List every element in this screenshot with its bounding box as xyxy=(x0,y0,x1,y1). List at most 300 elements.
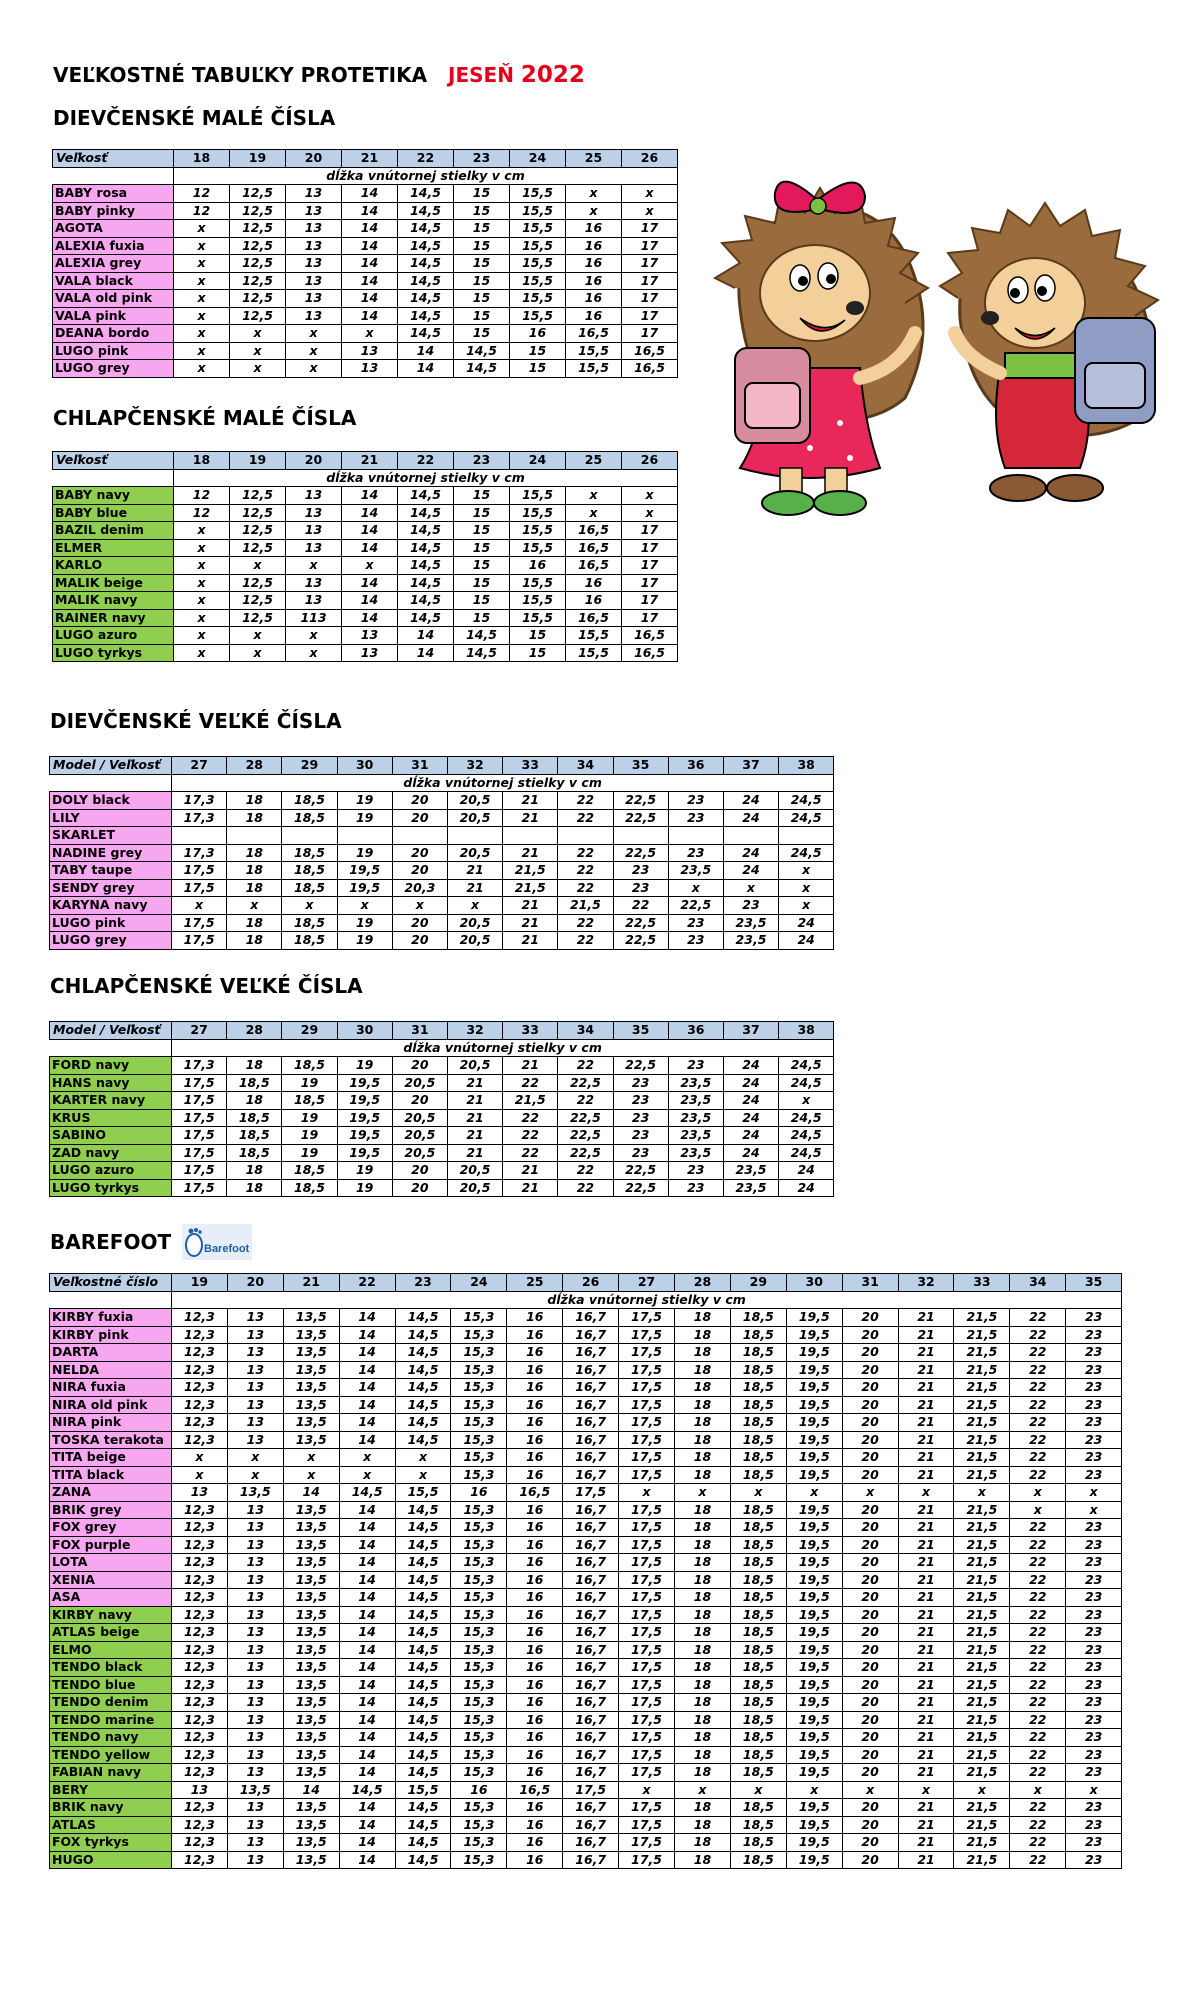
insole-length-cell: 13 xyxy=(286,237,342,255)
table-row xyxy=(50,1711,1122,1729)
insole-length-cell: 14 xyxy=(339,1694,395,1712)
insole-length-cell: 17,5 xyxy=(619,1466,675,1484)
insole-length-cell: 13 xyxy=(227,1344,283,1362)
insole-length-cell: 17,5 xyxy=(619,1501,675,1519)
insole-length-cell: 21 xyxy=(503,1057,558,1075)
insole-length-cell: 18 xyxy=(675,1309,731,1327)
insole-length-cell xyxy=(558,827,613,845)
insole-length-cell: x xyxy=(286,342,342,360)
insole-length-cell: 13,5 xyxy=(283,1834,339,1852)
table-row xyxy=(53,522,678,540)
insole-length-cell xyxy=(392,827,447,845)
insole-length-cell: 22 xyxy=(1010,1676,1066,1694)
insole-length-cell: 16,7 xyxy=(563,1799,619,1817)
insole-length-cell: 21 xyxy=(447,1074,502,1092)
model-name: BABY navy xyxy=(53,487,174,505)
insole-length-cell: 15,3 xyxy=(451,1589,507,1607)
insole-length-cell: 21,5 xyxy=(954,1799,1010,1817)
insole-length-cell: 17,5 xyxy=(619,1711,675,1729)
insole-length-cell: 23,5 xyxy=(723,932,778,950)
insole-length-cell: x xyxy=(174,574,230,592)
table-row xyxy=(50,1092,834,1110)
table-row xyxy=(53,255,678,273)
insole-length-cell: 15,5 xyxy=(510,307,566,325)
insole-length-cell: 19,5 xyxy=(337,1109,392,1127)
insole-length-cell: 22 xyxy=(1010,1624,1066,1642)
insole-length-cell: 22,5 xyxy=(613,792,668,810)
model-name: LUGO grey xyxy=(50,932,172,950)
insole-length-cell: 17 xyxy=(622,237,678,255)
insole-length-cell: 13 xyxy=(227,1694,283,1712)
table-row xyxy=(50,1074,834,1092)
insole-length-cell: 18 xyxy=(675,1396,731,1414)
insole-length-cell: 14,5 xyxy=(395,1396,451,1414)
insole-length-cell: 14,5 xyxy=(454,360,510,378)
size-header: 23 xyxy=(395,1274,451,1292)
insole-length-cell: 12,5 xyxy=(230,255,286,273)
page-title-main: VEĽKOSTNÉ TABUĽKY PROTETIKA xyxy=(53,63,428,87)
table-row xyxy=(50,1396,1122,1414)
insole-length-cell: 23 xyxy=(668,792,723,810)
insole-length-cell: 14,5 xyxy=(395,1571,451,1589)
insole-length-cell: 12,3 xyxy=(172,1396,228,1414)
insole-length-cell: 16 xyxy=(507,1361,563,1379)
insole-length-cell: 15,5 xyxy=(510,487,566,505)
table-row xyxy=(50,1179,834,1197)
insole-length-cell: 17,5 xyxy=(172,914,227,932)
insole-length-cell: 16,7 xyxy=(563,1624,619,1642)
insole-length-cell: 15 xyxy=(454,539,510,557)
insole-length-cell: 15 xyxy=(454,557,510,575)
table-row xyxy=(50,897,834,915)
insole-length-cell: x xyxy=(619,1484,675,1502)
insole-length-cell: 16 xyxy=(507,1449,563,1467)
insole-length-cell: 14 xyxy=(339,1396,395,1414)
size-header: 34 xyxy=(558,1022,613,1040)
insole-length-cell: x xyxy=(174,627,230,645)
insole-length-cell: 15 xyxy=(454,290,510,308)
insole-length-cell: 15,3 xyxy=(451,1659,507,1677)
insole-length-cell: 13 xyxy=(286,185,342,203)
section-title-barefoot: BAREFOOT xyxy=(50,1230,172,1254)
insole-length-cell xyxy=(447,827,502,845)
model-name: VALA pink xyxy=(53,307,174,325)
section-title-girls-small: DIEVČENSKÉ MALÉ ČÍSLA xyxy=(53,106,336,130)
insole-length-cell: 23 xyxy=(613,1127,668,1145)
insole-length-cell: x xyxy=(174,325,230,343)
insole-length-cell: 21 xyxy=(447,879,502,897)
insole-length-cell: 16,7 xyxy=(563,1816,619,1834)
insole-length-cell: 18,5 xyxy=(282,862,337,880)
insole-length-cell: 14 xyxy=(342,539,398,557)
size-header: 19 xyxy=(172,1274,228,1292)
insole-length-cell: 22,5 xyxy=(558,1074,613,1092)
insole-length-cell: 15 xyxy=(454,487,510,505)
insole-length-cell: 12,5 xyxy=(230,290,286,308)
insole-length-cell: 16 xyxy=(566,307,622,325)
insole-length-cell: 18 xyxy=(675,1466,731,1484)
insole-length-cell: 13 xyxy=(227,1676,283,1694)
insole-length-cell: 18 xyxy=(227,862,282,880)
insole-length-cell: 23,5 xyxy=(723,914,778,932)
size-header: 33 xyxy=(503,1022,558,1040)
insole-length-cell: 13 xyxy=(286,220,342,238)
insole-length-cell: 22 xyxy=(558,932,613,950)
insole-length-cell: 22 xyxy=(558,1092,613,1110)
insole-length-cell: x xyxy=(779,879,834,897)
insole-length-cell: 17,5 xyxy=(619,1659,675,1677)
insole-length-cell: 20 xyxy=(842,1746,898,1764)
insole-length-cell: 20 xyxy=(842,1414,898,1432)
insole-length-cell: 19,5 xyxy=(786,1501,842,1519)
insole-length-cell: x xyxy=(786,1484,842,1502)
insole-length-cell: 14 xyxy=(339,1799,395,1817)
insole-length-cell: 16 xyxy=(451,1484,507,1502)
insole-length-cell: 17 xyxy=(622,609,678,627)
insole-length-cell: 16,7 xyxy=(563,1379,619,1397)
insole-length-cell: 14,5 xyxy=(395,1379,451,1397)
model-name: ALEXIA fuxia xyxy=(53,237,174,255)
insole-length-cell: 16 xyxy=(507,1536,563,1554)
insole-length-cell: 22 xyxy=(1010,1764,1066,1782)
insole-length-cell: 14 xyxy=(398,627,454,645)
insole-length-cell: 17,5 xyxy=(619,1729,675,1747)
size-header: 21 xyxy=(283,1274,339,1292)
insole-length-cell: 16 xyxy=(507,1466,563,1484)
insole-length-cell: 13,5 xyxy=(283,1764,339,1782)
insole-length-cell: x xyxy=(1066,1484,1122,1502)
insole-length-cell: 15,5 xyxy=(566,360,622,378)
insole-length-cell: 19,5 xyxy=(786,1624,842,1642)
insole-length-cell: 24 xyxy=(723,1109,778,1127)
insole-length-cell: 13,5 xyxy=(283,1344,339,1362)
insole-length-cell: 14 xyxy=(339,1624,395,1642)
insole-length-cell: 12,5 xyxy=(230,272,286,290)
insole-length-cell: 15,3 xyxy=(451,1694,507,1712)
insole-length-cell: 20 xyxy=(842,1396,898,1414)
insole-length-cell: x xyxy=(723,879,778,897)
insole-length-cell: 20 xyxy=(842,1571,898,1589)
insole-length-cell: 23 xyxy=(1066,1764,1122,1782)
table-row xyxy=(53,504,678,522)
insole-length-cell: 14,5 xyxy=(395,1729,451,1747)
insole-length-cell: 20 xyxy=(842,1624,898,1642)
insole-length-cell: 14,5 xyxy=(398,237,454,255)
model-name: TENDO yellow xyxy=(50,1746,172,1764)
insole-length-cell: 16,7 xyxy=(563,1309,619,1327)
table-row xyxy=(53,220,678,238)
insole-length-cell: 13 xyxy=(172,1781,228,1799)
insole-length-cell: x xyxy=(227,897,282,915)
table-row xyxy=(50,1694,1122,1712)
insole-length-cell: 19,5 xyxy=(786,1659,842,1677)
insole-length-cell: 23 xyxy=(613,1144,668,1162)
model-name: ZAD navy xyxy=(50,1144,172,1162)
size-header: 34 xyxy=(1010,1274,1066,1292)
size-header: 29 xyxy=(730,1274,786,1292)
insole-length-cell: 20 xyxy=(842,1379,898,1397)
insole-length-cell: 23 xyxy=(1066,1676,1122,1694)
insole-length-cell: 23 xyxy=(1066,1344,1122,1362)
insole-length-cell: 16 xyxy=(566,592,622,610)
insole-length-cell: 16 xyxy=(566,255,622,273)
insole-length-cell: 18 xyxy=(675,1694,731,1712)
insole-length-cell: 14,5 xyxy=(395,1344,451,1362)
insole-length-cell: 14,5 xyxy=(395,1711,451,1729)
size-header: 18 xyxy=(174,452,230,470)
table-row xyxy=(50,932,834,950)
insole-length-cell: 14,5 xyxy=(395,1676,451,1694)
insole-length-cell: 17,5 xyxy=(619,1571,675,1589)
insole-length-cell: 13 xyxy=(227,1729,283,1747)
insole-length-cell: 18,5 xyxy=(282,932,337,950)
insole-length-cell: 12,3 xyxy=(172,1641,228,1659)
insole-length-cell: 19,5 xyxy=(786,1431,842,1449)
model-name: NIRA fuxia xyxy=(50,1379,172,1397)
insole-length-cell: x xyxy=(172,1466,228,1484)
table-subheader-row xyxy=(50,1039,834,1057)
model-name: NIRA old pink xyxy=(50,1396,172,1414)
insole-length-cell: x xyxy=(447,897,502,915)
size-header: 28 xyxy=(675,1274,731,1292)
insole-length-cell: 18,5 xyxy=(730,1816,786,1834)
insole-length-cell: 20 xyxy=(842,1659,898,1677)
insole-length-cell: 14,5 xyxy=(398,185,454,203)
insole-length-cell: 21 xyxy=(503,809,558,827)
insole-length-cell: 18,5 xyxy=(730,1851,786,1869)
insole-length-cell: 14 xyxy=(339,1729,395,1747)
insole-length-cell: 24,5 xyxy=(779,844,834,862)
table-row xyxy=(50,1764,1122,1782)
insole-length-cell: 13,5 xyxy=(283,1519,339,1537)
insole-length-cell: 14 xyxy=(339,1361,395,1379)
table-subheader-row xyxy=(53,469,678,487)
insole-length-cell: 18,5 xyxy=(282,879,337,897)
insole-length-cell: 21 xyxy=(898,1431,954,1449)
insole-length-cell: 13 xyxy=(227,1589,283,1607)
insole-length-cell: 19 xyxy=(337,792,392,810)
model-name: BABY rosa xyxy=(53,185,174,203)
insole-length-cell: 19,5 xyxy=(786,1414,842,1432)
insole-length-cell: 13,5 xyxy=(283,1729,339,1747)
insole-length-cell: 16,5 xyxy=(622,644,678,662)
insole-length-cell: 14,5 xyxy=(395,1834,451,1852)
insole-length-cell: 14 xyxy=(339,1536,395,1554)
insole-length-cell: 18,5 xyxy=(730,1571,786,1589)
insole-length-cell: 16,7 xyxy=(563,1729,619,1747)
insole-length-cell: 15 xyxy=(454,574,510,592)
insole-length-cell: 22 xyxy=(1010,1589,1066,1607)
insole-length-cell: 21 xyxy=(447,862,502,880)
insole-length-cell: 18 xyxy=(675,1851,731,1869)
insole-length-cell: 12,5 xyxy=(230,504,286,522)
table-row xyxy=(50,1109,834,1127)
insole-length-cell: 19 xyxy=(282,1144,337,1162)
insole-length-cell: 15,5 xyxy=(510,522,566,540)
insole-length-cell: 14,5 xyxy=(398,539,454,557)
insole-length-cell: 12,3 xyxy=(172,1764,228,1782)
insole-length-cell: 18 xyxy=(675,1834,731,1852)
insole-length-cell: 15,5 xyxy=(566,644,622,662)
insole-length-cell: 19,5 xyxy=(786,1764,842,1782)
size-table-1 xyxy=(52,451,678,662)
insole-length-cell: x xyxy=(668,879,723,897)
model-name: ATLAS beige xyxy=(50,1624,172,1642)
insole-length-cell: 24 xyxy=(723,1127,778,1145)
table-subheader-row xyxy=(53,167,678,185)
insole-length-cell: 19,5 xyxy=(337,1144,392,1162)
insole-length-cell: 17,5 xyxy=(619,1746,675,1764)
insole-length-cell: x xyxy=(230,360,286,378)
model-name: HANS navy xyxy=(50,1074,172,1092)
table-row xyxy=(50,1816,1122,1834)
insole-length-cell: 22 xyxy=(1010,1554,1066,1572)
insole-length-cell: 23 xyxy=(1066,1851,1122,1869)
insole-length-cell: 13,5 xyxy=(283,1659,339,1677)
insole-length-cell: 14 xyxy=(398,644,454,662)
insole-length-cell: 19 xyxy=(282,1074,337,1092)
model-name: LOTA xyxy=(50,1554,172,1572)
insole-length-cell: 13 xyxy=(227,1641,283,1659)
insole-length-cell: 19,5 xyxy=(337,1127,392,1145)
insole-length-cell: 12,5 xyxy=(230,609,286,627)
size-header: 35 xyxy=(613,1022,668,1040)
size-header: 20 xyxy=(227,1274,283,1292)
insole-length-cell: 16,7 xyxy=(563,1536,619,1554)
insole-length-cell: 16,7 xyxy=(563,1519,619,1537)
insole-length-cell: 13 xyxy=(227,1519,283,1537)
insole-length-cell: x xyxy=(230,627,286,645)
insole-length-cell: 13,5 xyxy=(283,1571,339,1589)
table-row xyxy=(50,1127,834,1145)
table-row xyxy=(53,644,678,662)
insole-length-cell: 22,5 xyxy=(558,1144,613,1162)
insole-length-cell: 23 xyxy=(1066,1414,1122,1432)
insole-length-cell: 16 xyxy=(507,1834,563,1852)
insole-length-cell: 22 xyxy=(558,844,613,862)
insole-length-cell: 17 xyxy=(622,307,678,325)
insole-length-cell: x xyxy=(174,609,230,627)
model-name: TABY taupe xyxy=(50,862,172,880)
insole-length-cell: 18,5 xyxy=(730,1326,786,1344)
insole-length-cell: 13,5 xyxy=(283,1624,339,1642)
insole-length-cell: x xyxy=(898,1781,954,1799)
insole-length-cell xyxy=(282,827,337,845)
model-name: TITA black xyxy=(50,1466,172,1484)
insole-length-cell: 20 xyxy=(842,1536,898,1554)
size-header: 37 xyxy=(723,1022,778,1040)
insole-length-cell: 17 xyxy=(622,557,678,575)
insole-length-cell: 15,3 xyxy=(451,1554,507,1572)
insole-length-cell: 14 xyxy=(339,1676,395,1694)
insole-length-cell: 19,5 xyxy=(786,1851,842,1869)
insole-length-cell: 16,5 xyxy=(566,609,622,627)
insole-length-cell: 20 xyxy=(842,1501,898,1519)
insole-length-cell: 22,5 xyxy=(613,1162,668,1180)
insole-length-cell: 15,3 xyxy=(451,1326,507,1344)
insole-length-cell: 20,5 xyxy=(447,809,502,827)
insole-length-cell: x xyxy=(1066,1781,1122,1799)
insole-length-cell: 14 xyxy=(342,574,398,592)
insole-length-cell: 14,5 xyxy=(395,1659,451,1677)
insole-length-cell: x xyxy=(286,627,342,645)
table-header-row xyxy=(53,452,678,470)
insole-length-cell: 12,3 xyxy=(172,1571,228,1589)
insole-length-cell: 12,5 xyxy=(230,220,286,238)
insole-length-cell: 15,3 xyxy=(451,1676,507,1694)
insole-length-cell: 17,5 xyxy=(172,1092,227,1110)
insole-length-cell: x xyxy=(1010,1484,1066,1502)
insole-length-cell: 20,5 xyxy=(392,1109,447,1127)
insole-length-cell: 20,5 xyxy=(447,792,502,810)
table-row xyxy=(50,1659,1122,1677)
model-name: DARTA xyxy=(50,1344,172,1362)
insole-length-cell: 15 xyxy=(454,272,510,290)
size-header: 30 xyxy=(337,757,392,775)
size-header: 29 xyxy=(282,757,337,775)
insole-length-cell: x xyxy=(392,897,447,915)
section-title-boys-small: CHLAPČENSKÉ MALÉ ČÍSLA xyxy=(53,406,357,430)
subheader-blank xyxy=(50,774,172,792)
insole-length-cell: 18 xyxy=(227,844,282,862)
insole-length-cell: 17,5 xyxy=(619,1834,675,1852)
insole-length-cell: 23 xyxy=(1066,1834,1122,1852)
insole-length-cell: 14 xyxy=(342,592,398,610)
table-row xyxy=(50,1431,1122,1449)
table-row xyxy=(50,1729,1122,1747)
insole-length-cell: 18 xyxy=(675,1519,731,1537)
insole-length-cell: 16,7 xyxy=(563,1694,619,1712)
insole-length-cell: 24,5 xyxy=(779,1109,834,1127)
insole-length-cell: 13 xyxy=(227,1554,283,1572)
insole-length-cell: 14,5 xyxy=(395,1501,451,1519)
insole-length-cell: 23 xyxy=(1066,1624,1122,1642)
insole-length-cell: 13,5 xyxy=(227,1484,283,1502)
insole-length-cell: 18,5 xyxy=(730,1379,786,1397)
insole-length-cell: 16,7 xyxy=(563,1834,619,1852)
insole-length-cell: 24,5 xyxy=(779,792,834,810)
insole-length-cell: x xyxy=(174,255,230,273)
insole-length-cell: 20 xyxy=(842,1554,898,1572)
insole-length-cell: 17,5 xyxy=(619,1799,675,1817)
insole-length-cell: 22 xyxy=(1010,1659,1066,1677)
insole-length-cell: 23,5 xyxy=(723,1179,778,1197)
insole-length-cell: 15,3 xyxy=(451,1799,507,1817)
insole-length-cell: 20 xyxy=(842,1431,898,1449)
model-name: ATLAS xyxy=(50,1816,172,1834)
insole-length-cell: 15,3 xyxy=(451,1711,507,1729)
insole-length-cell: x xyxy=(395,1449,451,1467)
insole-length-cell: 23 xyxy=(1066,1816,1122,1834)
insole-length-cell: 16 xyxy=(451,1781,507,1799)
insole-length-cell: 15 xyxy=(510,360,566,378)
insole-length-cell: 14,5 xyxy=(395,1851,451,1869)
insole-length-cell: 20,5 xyxy=(392,1127,447,1145)
insole-length-cell: 21 xyxy=(898,1501,954,1519)
table-row xyxy=(53,627,678,645)
insole-length-cell: 13,5 xyxy=(283,1851,339,1869)
insole-length-cell: 19,5 xyxy=(786,1676,842,1694)
insole-length-cell: 15,5 xyxy=(510,255,566,273)
insole-length-cell: 17,5 xyxy=(619,1851,675,1869)
insole-length-cell: 18,5 xyxy=(730,1606,786,1624)
insole-length-cell: 15,3 xyxy=(451,1641,507,1659)
insole-length-cell: 20 xyxy=(842,1676,898,1694)
insole-length-cell: 14,5 xyxy=(398,255,454,273)
insole-length-cell: 14,5 xyxy=(398,574,454,592)
insole-length-cell: 12,3 xyxy=(172,1536,228,1554)
insole-length-cell: 21,5 xyxy=(558,897,613,915)
